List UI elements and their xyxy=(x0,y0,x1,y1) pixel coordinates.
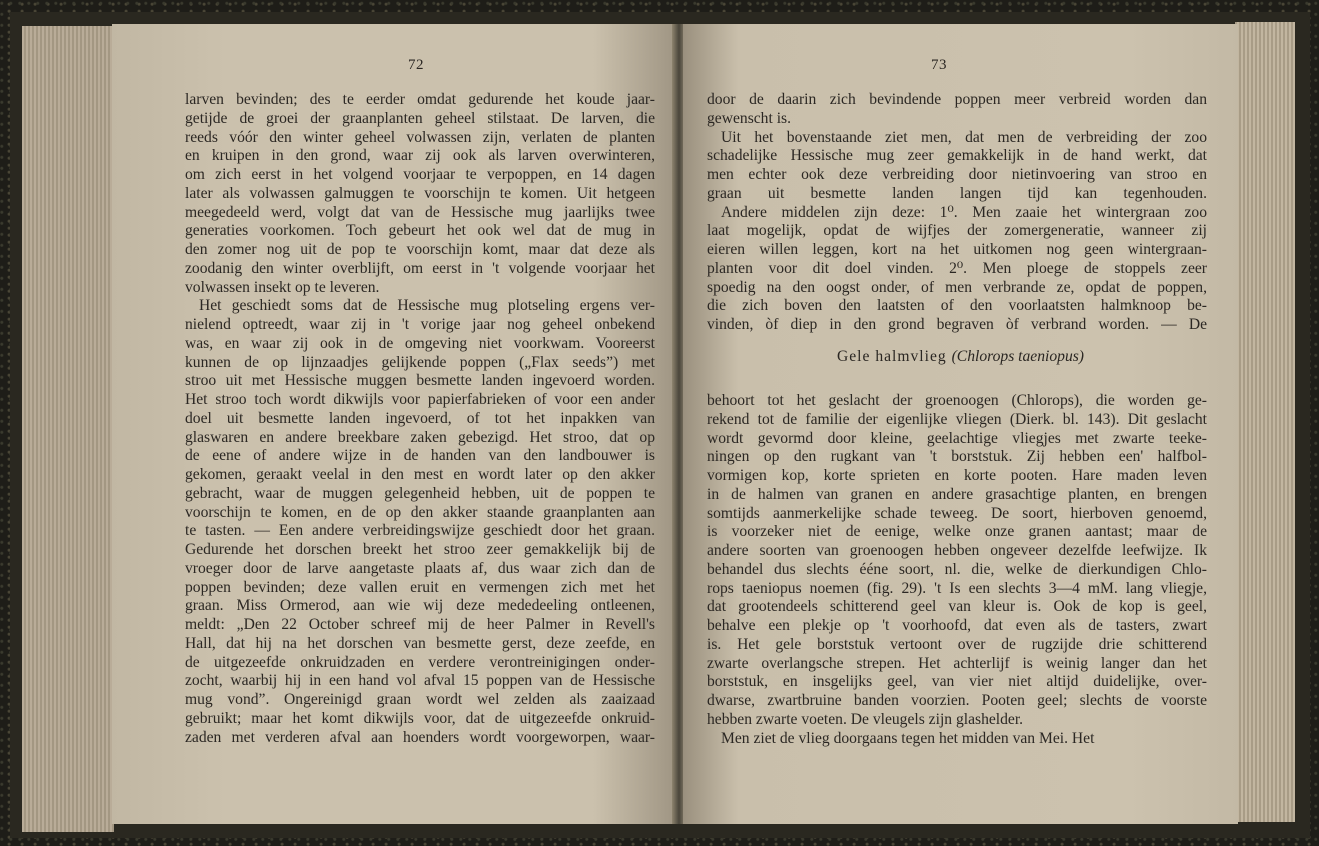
text-line: te tasten. — Een andere verbreidingswijze geschiedt door het graan. xyxy=(185,522,655,540)
page-number: 72 xyxy=(408,57,424,73)
text-line: kunnen de op lijnzaadjes gelijkende poppen („Flax seeds”) met xyxy=(185,353,655,371)
text-line: later als volwassen galmuggen te voorschijn te komen. Uit hetgeen xyxy=(185,184,655,202)
text-line: is voorzeker niet de eenige, welke onze granen aantast; maar de xyxy=(707,523,1207,541)
text-line: gekomen, geraakt veelal in den mest en wordt later op den akker xyxy=(185,466,655,483)
text-line: vormigen kop, korte sprieten en korte pooten. Hare maden leven xyxy=(707,467,1207,484)
text-line: behalve een plekje op 't voorhoofd, dat even als de tasters, zwart xyxy=(707,617,1207,634)
text-line: graan uit besmette landen langen tijd kan tegenhouden. xyxy=(707,184,1207,202)
text-line: die zich boven den laatsten of den voorlaatsten halmknoop be- xyxy=(707,297,1207,315)
text-line: nielend optreedt, waar zij in 't vorige jaar nog geheel onbekend xyxy=(185,316,655,333)
text-line: zocht, waarbij hij in een hand vol afval 15 poppen van de Hessische xyxy=(185,672,655,690)
text-line: gebracht, waar de muggen gelegenheid hebben, uit de poppen te xyxy=(185,484,655,502)
text-line: vroeger door de larve aangetaste plaats af, dus waar zich dan de xyxy=(185,559,655,577)
text-line: was, en waar zij ook in de omgeving niet voorkwam. Vooreerst xyxy=(185,334,655,352)
text-line: meldt: „Den 22 October schreef mij de heer Palmer in Revell's xyxy=(185,616,655,633)
section-heading-title: Gele halmvlieg xyxy=(836,348,947,365)
text-line: dat grootendeels schitterend geel van kleur is. Ook de kop is geel, xyxy=(707,598,1207,616)
section-heading-latin: (Chlorops taeniopus) xyxy=(951,348,1084,365)
text-line: andere soorten van groenoogen hebben ongeveer dezelfde leefwijze. Ik xyxy=(707,542,1207,559)
text-line: poppen bevinden; deze vallen eruit en vermengen zich met het xyxy=(185,578,655,596)
text-line: reeds vóór den winter geheel volwassen zijn, verlaten de planten xyxy=(185,128,655,146)
text-line: rekend tot de familie der eigenlijke vliegen (Dierk. bl. 143). Dit geslacht xyxy=(707,410,1207,428)
text-line: ningen op den rugkant van 't borststuk. Zij hebben een' halfbol- xyxy=(707,448,1207,466)
text-line: generaties voorkomen. Toch gebeurt het ook wel dat de mug in xyxy=(185,222,655,240)
text-line: den zomer nog uit de pop te voorschijn komt, maar dat deze als xyxy=(185,241,655,258)
text-line: door de daarin zich bevindende poppen meer verbreid worden dan xyxy=(707,91,1207,108)
text-line: in de halmen van granen en andere grasachtige planten, en brengen xyxy=(707,485,1207,503)
text-line: Gedurende het dorschen breekt het stroo zeer gemakkelijk bij de xyxy=(185,541,655,558)
text-line: zoodanig den winter overblijft, om eerst in 't volgende voorjaar het xyxy=(185,259,655,277)
text-line: schadelijke Hessische mug zeer gemakkelijk in de hand werkt, dat xyxy=(707,147,1207,165)
text-line: laat mogelijk, opdat de wijfjes der zomergeneratie, wanneer zij xyxy=(707,222,1207,240)
text-line: meegedeeld werd, volgt dat van de Hessische mug jaarlijks twee xyxy=(185,203,655,221)
text-line: Het stroo toch wordt dikwijls voor papierfabrieken of voor een ander xyxy=(185,391,655,408)
text-line: gewenscht is. xyxy=(707,109,792,127)
text-line: om zich eerst in het volgend voorjaar te verpoppen, en 14 dagen xyxy=(185,166,655,183)
text-line: de eene of andere wijze in de handen van den landbouwer is xyxy=(185,447,655,465)
page-number: 73 xyxy=(931,57,947,73)
text-line: en kruipen in den grond, waar zij ook als larven overwinteren, xyxy=(185,147,655,165)
section-heading xyxy=(683,348,1238,366)
text-line: somtijds aanmerkelijke schade teweeg. De soort, hierboven genoemd, xyxy=(707,504,1207,522)
text-line: larven bevinden; des te eerder omdat gedurende het koude jaar- xyxy=(185,91,655,108)
text-line: men echter ook deze verbreiding door nietinvoering van stroo en xyxy=(707,166,1207,183)
text-line: behoort tot het geslacht der groenoogen (Chlorops), die worden ge- xyxy=(707,392,1207,409)
page-edges-right xyxy=(1235,22,1295,822)
text-line: zwarte overlangsche strepen. Het achterlijf is weinig langer dan het xyxy=(707,654,1207,672)
text-line: Uit het bovenstaande ziet men, dat men de verbreiding der zoo xyxy=(721,128,1207,146)
text-line: vinden, òf diep in den grond begraven òf verbrand worden. — De xyxy=(707,316,1207,333)
text-line: zaden met verderen afval aan hoenders wordt voorgeworpen, waar- xyxy=(185,728,655,746)
text-line: getijde de groei der graanplanten geheel stilstaat. De larven, die xyxy=(185,109,655,127)
text-line: stroo uit met Hessische muggen besmette landen ingevoerd worden. xyxy=(185,372,655,390)
text-line: Hall, dat hij na het dorschen van besmette gerst, deze zeefde, en xyxy=(185,634,655,652)
right-page xyxy=(683,24,1238,824)
text-line: Men ziet de vlieg doorgaans tegen het midden van Mei. Het xyxy=(721,729,1095,747)
text-line: eieren willen leggen, kort na het uitkomen nog geen wintergraan- xyxy=(707,241,1207,258)
text-line: voorschijn te komen, en de op den akker staande graanplanten aan xyxy=(185,503,655,521)
left-page xyxy=(112,24,678,824)
page-edges-left xyxy=(22,26,114,832)
text-line: doel uit besmette landen ingevoerd, of tot het inpakken van xyxy=(185,409,655,427)
text-line: de uitgezeefde onkruidzaden en verdere verontreinigingen onder- xyxy=(185,653,655,671)
text-line: Het geschiedt soms dat de Hessische mug plotseling ergens ver- xyxy=(199,297,655,315)
text-line: mug vond”. Ongereinigd graan wordt wel zelden als zaaizaad xyxy=(185,691,655,708)
text-line: spoedig na den oogst onder, of men verbrande ze, opdat de poppen, xyxy=(707,278,1207,296)
text-line: Andere middelen zijn deze: 1⁰. Men zaaie het wintergraan zoo xyxy=(721,203,1207,221)
text-line: planten voor dit doel vinden. 2⁰. Men ploege de stoppels zeer xyxy=(707,259,1207,277)
text-line: glaswaren en andere breekbare zaken gebezigd. Het stroo, dat op xyxy=(185,428,655,446)
text-line: dwarse, zwartbruine banden voorzien. Pooten geel; slechts de voorste xyxy=(707,692,1207,709)
text-line: gebruikt; maar het komt dikwijls voor, dat de uitgezeefde onkruid- xyxy=(185,709,655,727)
text-line: volwassen insekt op te leveren. xyxy=(185,278,380,296)
text-line: behandel dus slechts ééne soort, nl. die, welke de dierkundigen Chlo- xyxy=(707,560,1207,578)
text-line: graan. Miss Ormerod, aan wie wij deze mededeeling ontleenen, xyxy=(185,597,655,615)
text-line: is. Het gele borststuk vertoont over de rugzijde drie schitterend xyxy=(707,635,1207,653)
text-line: borststuk, en insgelijks geel, van vier niet altijd duidelijke, over- xyxy=(707,673,1207,691)
text-line: rops taeniopus noemen (fig. 29). 't Is een slechts 3—4 mM. lang vliegje, xyxy=(707,579,1207,597)
text-line: wordt gevormd door kleine, geelachtige vliegjes met zwarte teeke- xyxy=(707,429,1207,447)
text-line: hebben zwarte voeten. De vleugels zijn glashelder. xyxy=(707,710,1024,728)
